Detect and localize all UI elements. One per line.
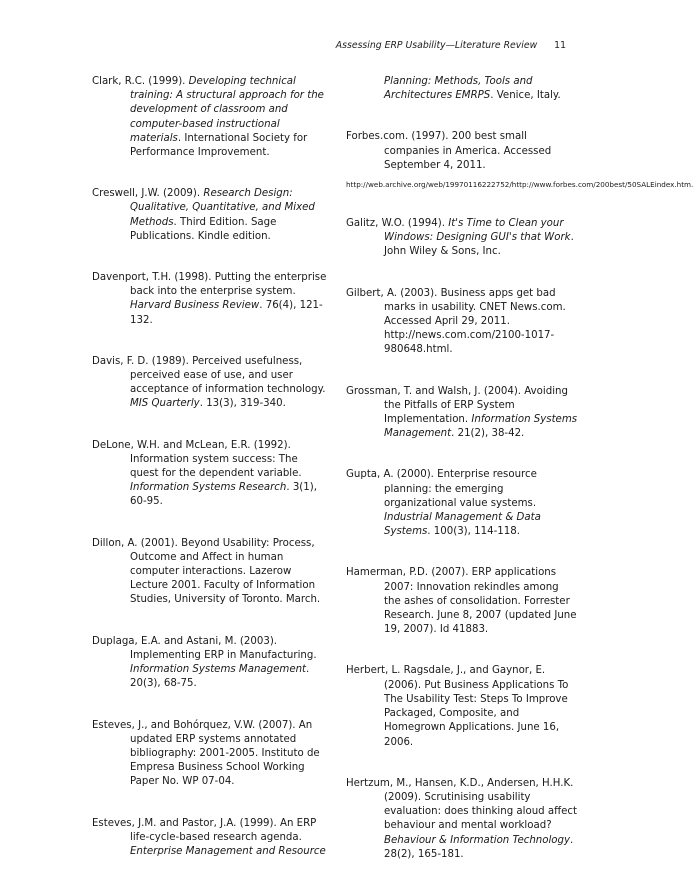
reference-entry: Dillon, A. (2001). Beyond Usability: Process, Outcome and Affect in human computer interactions. Lazerow Lecture 2001. Faculty of Information Studies, University of Toronto. March. xyxy=(92,537,321,606)
running-header xyxy=(336,40,566,51)
right-column xyxy=(346,75,693,889)
reference-entry: Galitz, W.O. (1994). It's Time to Clean your Windows: Designing GUI's that Work. John Wiley & Sons, Inc. xyxy=(346,218,574,258)
reference-entry: Gupta, A. (2000). Enterprise resource planning: the emerging organizational value systems. Industrial Management & Data Systems. 100(3), 114-118. xyxy=(346,469,541,538)
page-number: 11 xyxy=(554,40,566,51)
reference-entry: Clark, R.C. (1999). Developing technical training: A structural approach for the development of classroom and computer-based instructional materials. International Society for Performance Improvement. xyxy=(92,76,324,159)
left-column xyxy=(92,75,328,886)
reference-entry: Grossman, T. and Walsh, J. (2004). Avoiding the Pitfalls of ERP System Implementation. Information Systems Management. 21(2), 38-42. xyxy=(346,385,578,440)
header-title: Assessing ERP Usability—Literature Review xyxy=(335,40,538,51)
reference-entry: DeLone, W.H. and McLean, E.R. (1992). Information system success: The quest for the dependent variable. Information Systems Research. 3(1), 60-95. xyxy=(92,439,317,508)
reference-entry: Gilbert, A. (2003). Business apps get bad marks in usability. CNET News.com. Accessed April 29, 2011. http://news.com.com/2100-1017-980648.html. xyxy=(346,287,566,356)
reference-entry: Hertzum, M., Hansen, K.D., Andersen, H.H.K. (2009). Scrutinising usability evaluation: does thinking aloud affect behaviour and mental workload? Behaviour & Information Technology. 28(2), 165-181. xyxy=(346,777,577,860)
reference-url: http://web.archive.org/web/19970116222752/http://www.forbes.com/200best/50SALEindex.htm. xyxy=(346,180,693,190)
reference-entry: Duplaga, E.A. and Astani, M. (2003). Implementing ERP in Manufacturing. Information Systems Management. 20(3), 68-75. xyxy=(92,635,317,690)
reference-entry: Esteves, J., and Bohórquez, V.W. (2007). An updated ERP systems annotated bibliography: 2001-2005. Instituto de Empresa Business School Working Paper No. WP 07-04. xyxy=(92,719,320,788)
reference-entry: Forbes.com. (1997). 200 best small companies in America. Accessed September 4, 2011. http://web.archive.org/web/19970116222752/http://www.forbes.com/200best/50SALEindex.htm. xyxy=(346,131,693,190)
reference-entry: Esteves, J.M. and Pastor, J.A. (1999). An ERP life-cycle-based research agenda. Enterprise Management and Resource xyxy=(92,817,326,857)
reference-entry: Creswell, J.W. (2009). Research Design: Qualitative, Quantitative, and Mixed Methods. Third Edition. Sage Publications. Kindle edition. xyxy=(92,188,315,242)
reference-continuation: Planning: Methods, Tools and Architectures EMRPS. Venice, Italy. xyxy=(384,76,561,102)
reference-entry: Davenport, T.H. (1998). Putting the enterprise back into the enterprise system. Harvard Business Review. 76(4), 121-132. xyxy=(92,272,327,326)
reference-entry: Davis, F. D. (1989). Perceived usefulness, perceived ease of use, and user acceptance of information technology. MIS Quarterly. 13(3), 319-340. xyxy=(92,355,326,410)
reference-entry: Herbert, L. Ragsdale, J., and Gaynor, E. (2006). Put Business Applications To The Usability Test: Steps To Improve Packaged, Composite, and Homegrown Applications. June 16, 2006. xyxy=(346,665,569,748)
reference-entry: Hamerman, P.D. (2007). ERP applications 2007: Innovation rekindles among the ashes of consolidation. Forrester Research. June 8, 2007 (updated June 19, 2007). Id 41883. xyxy=(346,567,577,636)
